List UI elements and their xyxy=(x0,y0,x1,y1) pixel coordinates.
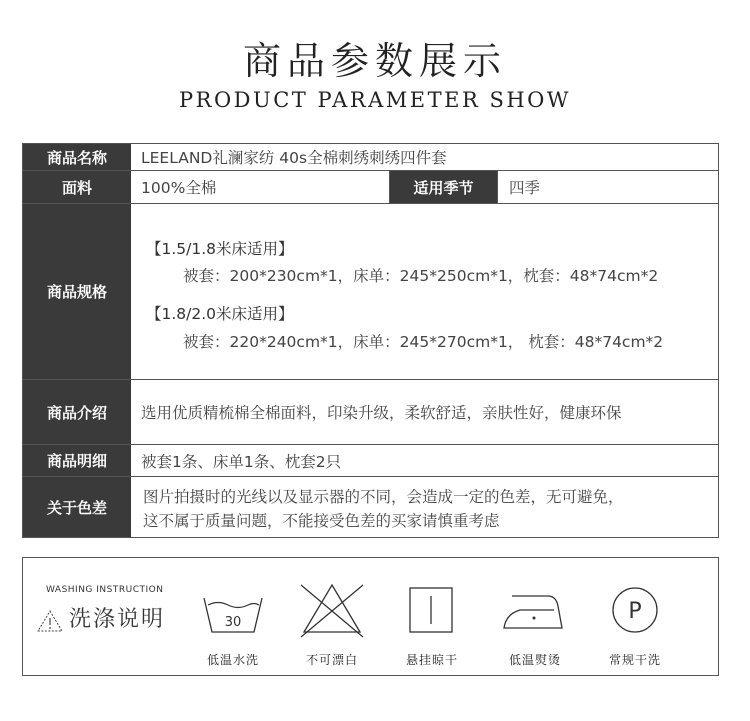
spec-group2-detail: 被套：220*240cm*1，床单：245*270cm*1， 枕套：48*74cm*2 xyxy=(183,333,664,351)
label-material: 面料 xyxy=(23,171,131,203)
hang-dry-icon xyxy=(387,580,477,640)
dry-clean-icon xyxy=(590,580,680,640)
spec-table xyxy=(22,143,719,538)
warning-icon xyxy=(36,609,64,633)
table-row-name xyxy=(23,144,718,171)
table-row-color xyxy=(23,477,718,537)
page-title: 商品参数展示 xyxy=(242,39,507,83)
care-item-bleach xyxy=(287,558,377,677)
care-item-dryclean xyxy=(590,558,680,677)
low-iron-icon xyxy=(490,580,580,640)
value-material: 100%全棉 xyxy=(141,179,217,197)
care-label-wash: 低温水洗 xyxy=(206,653,259,667)
table-row-material xyxy=(23,171,718,204)
spec-group1-detail: 被套：200*230cm*1，床单：245*250cm*1，枕套：48*74cm*2 xyxy=(183,267,659,285)
wash-temp-label: 30 xyxy=(224,615,242,630)
care-label-dryclean: 常规干洗 xyxy=(608,653,661,667)
table-row-detail xyxy=(23,445,718,477)
care-item-wash xyxy=(188,558,278,677)
washing-title-cn: 洗涤说明 xyxy=(69,607,166,632)
no-bleach-icon xyxy=(287,580,377,640)
value-name: LEELAND礼澜家纺 40s全棉刺绣刺绣四件套 xyxy=(141,149,447,167)
care-label-bleach: 不可漂白 xyxy=(305,653,358,667)
value-color-line1: 图片拍摄时的光线以及显示器的不同，会造成一定的色差，无可避免， xyxy=(143,488,624,506)
washing-panel xyxy=(22,557,719,676)
page-subtitle: PRODUCT PARAMETER SHOW xyxy=(179,88,571,112)
label-name: 商品名称 xyxy=(23,144,131,170)
care-item-iron xyxy=(490,558,580,677)
label-spec: 商品规格 xyxy=(23,204,131,379)
wash-tub-icon xyxy=(188,580,278,640)
washing-title-en: WASHING INSTRUCTION xyxy=(46,585,164,595)
divider xyxy=(497,171,498,204)
label-detail: 商品明细 xyxy=(23,445,131,476)
label-season: 适用季节 xyxy=(390,171,497,203)
label-color: 关于色差 xyxy=(23,477,131,537)
label-intro: 商品介绍 xyxy=(23,380,131,444)
dry-clean-symbol: P xyxy=(628,599,642,624)
value-detail: 被套1条、床单1条、枕套2只 xyxy=(141,452,342,471)
value-season: 四季 xyxy=(509,179,541,197)
spec-group2-title: 【1.8/2.0米床适用】 xyxy=(146,305,294,323)
care-item-dry xyxy=(387,558,477,677)
table-row-intro xyxy=(23,380,718,445)
value-color-line2: 这不属于质量问题，不能接受色差的买家请慎重考虑 xyxy=(143,512,500,530)
care-label-iron: 低温熨烫 xyxy=(508,653,561,667)
divider xyxy=(389,171,390,204)
table-row-spec xyxy=(23,204,718,380)
spec-group1-title: 【1.5/1.8米床适用】 xyxy=(146,240,294,258)
care-label-dry: 悬挂晾干 xyxy=(405,653,458,667)
value-intro: 选用优质精梳棉全棉面料，印染升级，柔软舒适，亲肤性好，健康环保 xyxy=(141,404,622,422)
